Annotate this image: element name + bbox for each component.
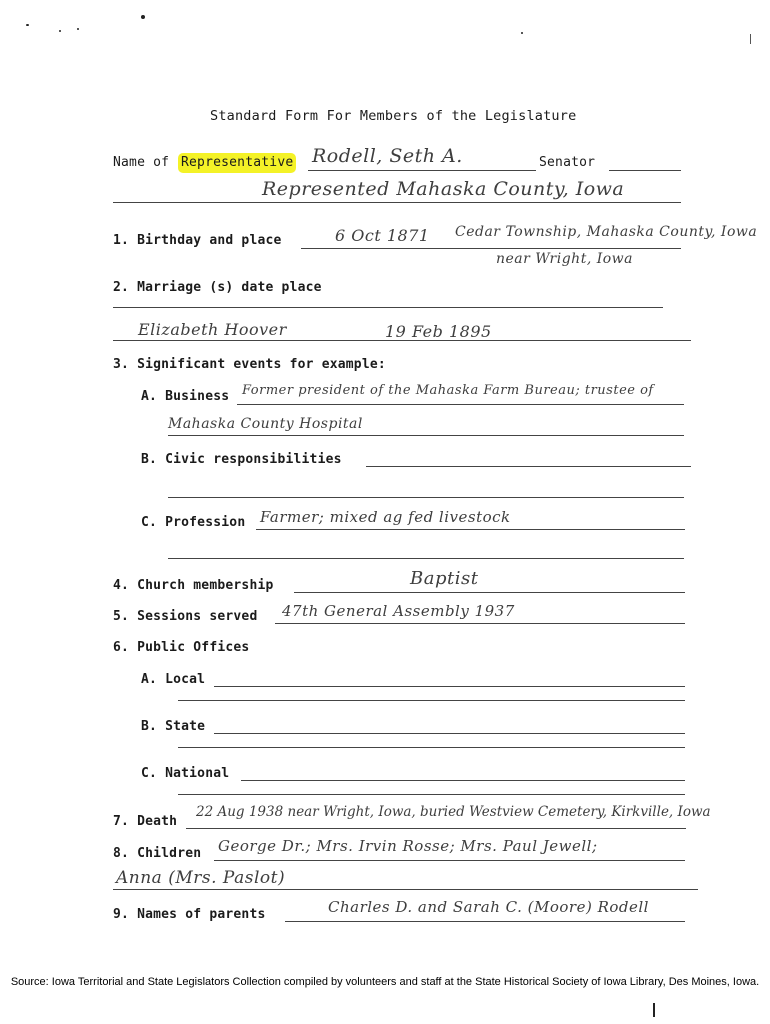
handwritten-death: 22 Aug 1938 near Wright, Iowa, buried Westview Cemetery, Kirkville, Iowa <box>196 804 711 820</box>
marriage-label: 2. Marriage (s) date place <box>113 280 322 295</box>
scan-mark <box>750 34 751 44</box>
national-line-1 <box>241 780 685 781</box>
birthday-label: 1. Birthday and place <box>113 233 282 248</box>
children-line-2 <box>113 889 698 890</box>
source-caption: Source: Iowa Territorial and State Legislators Collection compiled by volunteers and staff at the State Historical Society of Iowa Library, Des Moines, Iowa. <box>10 976 760 988</box>
senator-line <box>609 170 681 171</box>
local-label: A. Local <box>141 672 206 687</box>
civic-line-1 <box>366 466 691 467</box>
handwritten-represented: Represented Mahaska County, Iowa <box>262 178 625 200</box>
parents-line <box>285 921 685 922</box>
handwritten-parents: Charles D. and Sarah C. (Moore) Rodell <box>328 898 649 916</box>
children-label: 8. Children <box>113 846 202 861</box>
death-label: 7. Death <box>113 814 178 829</box>
handwritten-business: Former president of the Mahaska Farm Bureau; trustee of <box>242 383 654 398</box>
local-line-1 <box>214 686 685 687</box>
representative-highlight: Representative <box>178 153 296 173</box>
handwritten-church: Baptist <box>410 568 479 589</box>
parents-label: 9. Names of parents <box>113 907 266 922</box>
state-line-2 <box>178 747 685 748</box>
death-line <box>186 828 686 829</box>
scan-speck <box>26 24 29 26</box>
profession-label: C. Profession <box>141 515 246 530</box>
events-label: 3. Significant events for example: <box>113 357 386 372</box>
scan-speck <box>141 15 145 19</box>
business-label: A. Business <box>141 389 230 404</box>
scan-speck <box>77 28 79 30</box>
children-line-1 <box>214 860 685 861</box>
profession-line-1 <box>256 529 685 530</box>
national-label: C. National <box>141 766 230 781</box>
sessions-line <box>275 623 685 624</box>
handwritten-children: George Dr.; Mrs. Irvin Rosse; Mrs. Paul Jewell; <box>218 837 598 855</box>
sessions-label: 5. Sessions served <box>113 609 258 624</box>
handwritten-birth-place: Cedar Township, Mahaska County, Iowa <box>455 224 758 240</box>
name-label: Name of <box>113 155 170 170</box>
scan-speck <box>521 32 523 34</box>
handwritten-marriage-date: 19 Feb 1895 <box>385 322 492 341</box>
handwritten-business-2: Mahaska County Hospital <box>168 416 363 432</box>
represented-line <box>113 202 681 203</box>
name-line <box>308 170 536 171</box>
business-line-1 <box>237 404 684 405</box>
scan-mark <box>653 1003 655 1017</box>
handwritten-children-2: Anna (Mrs. Paslot) <box>116 868 286 888</box>
marriage-line-1 <box>113 307 663 308</box>
church-line <box>294 592 685 593</box>
church-label: 4. Church membership <box>113 578 274 593</box>
civic-line-2 <box>168 497 684 498</box>
handwritten-profession: Farmer; mixed ag fed livestock <box>260 508 511 526</box>
national-line-2 <box>178 794 685 795</box>
state-label: B. State <box>141 719 206 734</box>
business-line-2 <box>168 435 684 436</box>
civic-label: B. Civic responsibilities <box>141 452 342 467</box>
scan-speck <box>59 30 61 32</box>
representative-label <box>178 155 296 170</box>
local-line-2 <box>178 700 685 701</box>
birthday-line <box>301 248 681 249</box>
handwritten-birth-date: 6 Oct 1871 <box>335 226 430 245</box>
handwritten-sessions: 47th General Assembly 1937 <box>282 602 515 620</box>
handwritten-birth-place-2: near Wright, Iowa <box>496 251 634 267</box>
senator-label: Senator <box>539 155 596 170</box>
marriage-line-2 <box>113 340 691 341</box>
state-line-1 <box>214 733 685 734</box>
handwritten-spouse: Elizabeth Hoover <box>138 320 287 339</box>
profession-line-2 <box>168 558 684 559</box>
form-title: Standard Form For Members of the Legislature <box>210 108 577 124</box>
handwritten-name: Rodell, Seth A. <box>312 145 463 167</box>
offices-label: 6. Public Offices <box>113 640 250 655</box>
